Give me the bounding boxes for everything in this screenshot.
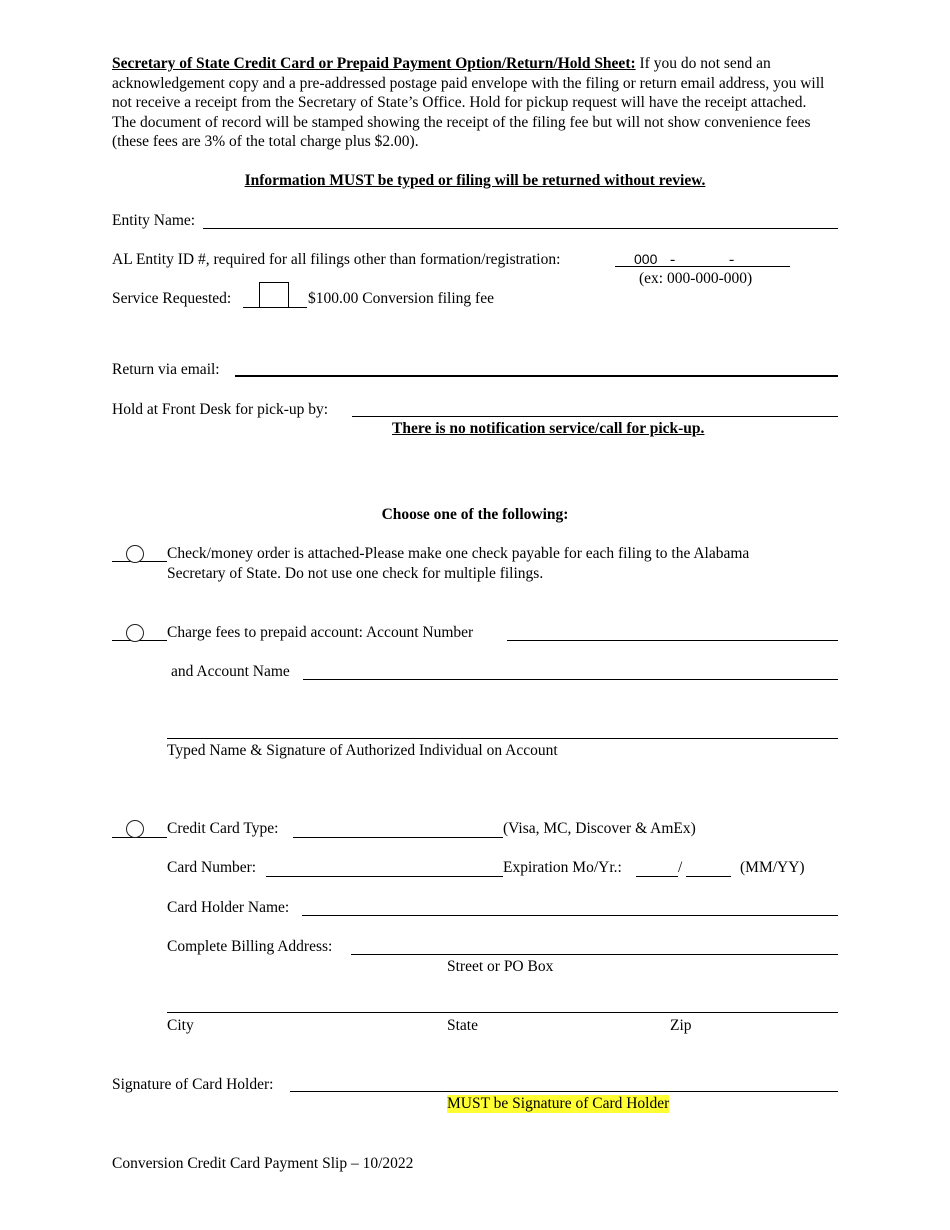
intro-heading: Secretary of State Credit Card or Prepaid Payment Option/Return/Hold Sheet: [112,55,636,72]
option-check-radio[interactable] [126,545,144,563]
entity-id-dash-1: - [670,251,676,268]
account-number-field[interactable] [507,640,838,641]
service-option-label: $100.00 Conversion filing fee [308,290,494,307]
return-email-label: Return via email: [112,361,220,378]
city-caption: City [167,1017,194,1034]
option-check-text-2: Secretary of State. Do not use one check for multiple filings. [167,565,544,582]
expiry-year-field[interactable] [686,876,731,877]
card-holder-signature-label: Signature of Card Holder: [112,1076,274,1093]
signature-note: MUST be Signature of Card Holder [447,1095,670,1112]
expiry-hint: (MM/YY) [740,859,805,876]
hold-pickup-note: There is no notification service/call for pick-up. [392,420,705,437]
card-holder-name-label: Card Holder Name: [167,899,290,916]
entity-id-prefix: 000 [634,251,658,267]
card-holder-signature-field[interactable] [290,1091,838,1092]
hold-pickup-label: Hold at Front Desk for pick-up by: [112,401,329,418]
card-holder-name-field[interactable] [302,915,838,916]
entity-name-label: Entity Name: [112,212,196,229]
expiry-separator: / [678,859,683,876]
hold-pickup-field[interactable] [352,416,838,417]
billing-street-field[interactable] [351,954,838,955]
card-number-label: Card Number: [167,859,257,876]
card-type-hint: (Visa, MC, Discover & AmEx) [503,820,696,837]
entity-name-field[interactable] [203,228,838,229]
billing-address-label: Complete Billing Address: [167,938,333,955]
service-requested-label: Service Requested: [112,290,232,307]
authorized-signature-field[interactable] [167,738,838,739]
footer-text: Conversion Credit Card Payment Slip – 10/2022 [112,1155,414,1172]
card-type-field[interactable] [293,837,503,838]
intro-text: If you do not send an acknowledgement copy and a pre-addressed postage paid envelope with the filing or return email address, you will not receive a receipt from the Secretary of State’s Office. Hold for pickup request will have the receipt attached. The document of record will be stamped showing the receipt of the filing fee but will not show convenience fees (these fees are 3% of the total charge plus $2.00). [112,55,825,151]
card-number-field[interactable] [266,876,503,877]
zip-caption: Zip [670,1017,692,1034]
expiry-month-field[interactable] [636,876,678,877]
return-email-field[interactable] [235,375,838,377]
street-caption: Street or PO Box [447,958,554,975]
entity-id-label: AL Entity ID #, required for all filings other than formation/registration: [112,251,561,268]
account-name-label: and Account Name [171,663,290,680]
account-number-label: Charge fees to prepaid account: Account Number [167,624,474,641]
card-type-label: Credit Card Type: [167,820,279,837]
choose-heading: Choose one of the following: [381,506,569,523]
billing-city-state-zip-field[interactable] [167,1012,838,1013]
entity-id-dash-2: - [729,251,735,268]
option-card-radio[interactable] [126,820,144,838]
expiry-label: Expiration Mo/Yr.: [503,859,622,876]
option-check-text-1: Check/money order is attached-Please make one check payable for each filing to the Alabama [167,545,750,562]
intro-paragraph [112,54,832,152]
typed-notice: Information MUST be typed or filing will be returned without review. [244,172,706,189]
service-checkbox[interactable] [259,282,289,308]
account-name-field[interactable] [303,679,838,680]
authorized-signature-caption: Typed Name & Signature of Authorized Individual on Account [167,742,558,759]
entity-id-field[interactable] [615,266,790,267]
option-card-underline [112,837,167,838]
state-caption: State [447,1017,478,1034]
entity-id-example: (ex: 000-000-000) [639,270,753,287]
option-prepaid-radio[interactable] [126,624,144,642]
